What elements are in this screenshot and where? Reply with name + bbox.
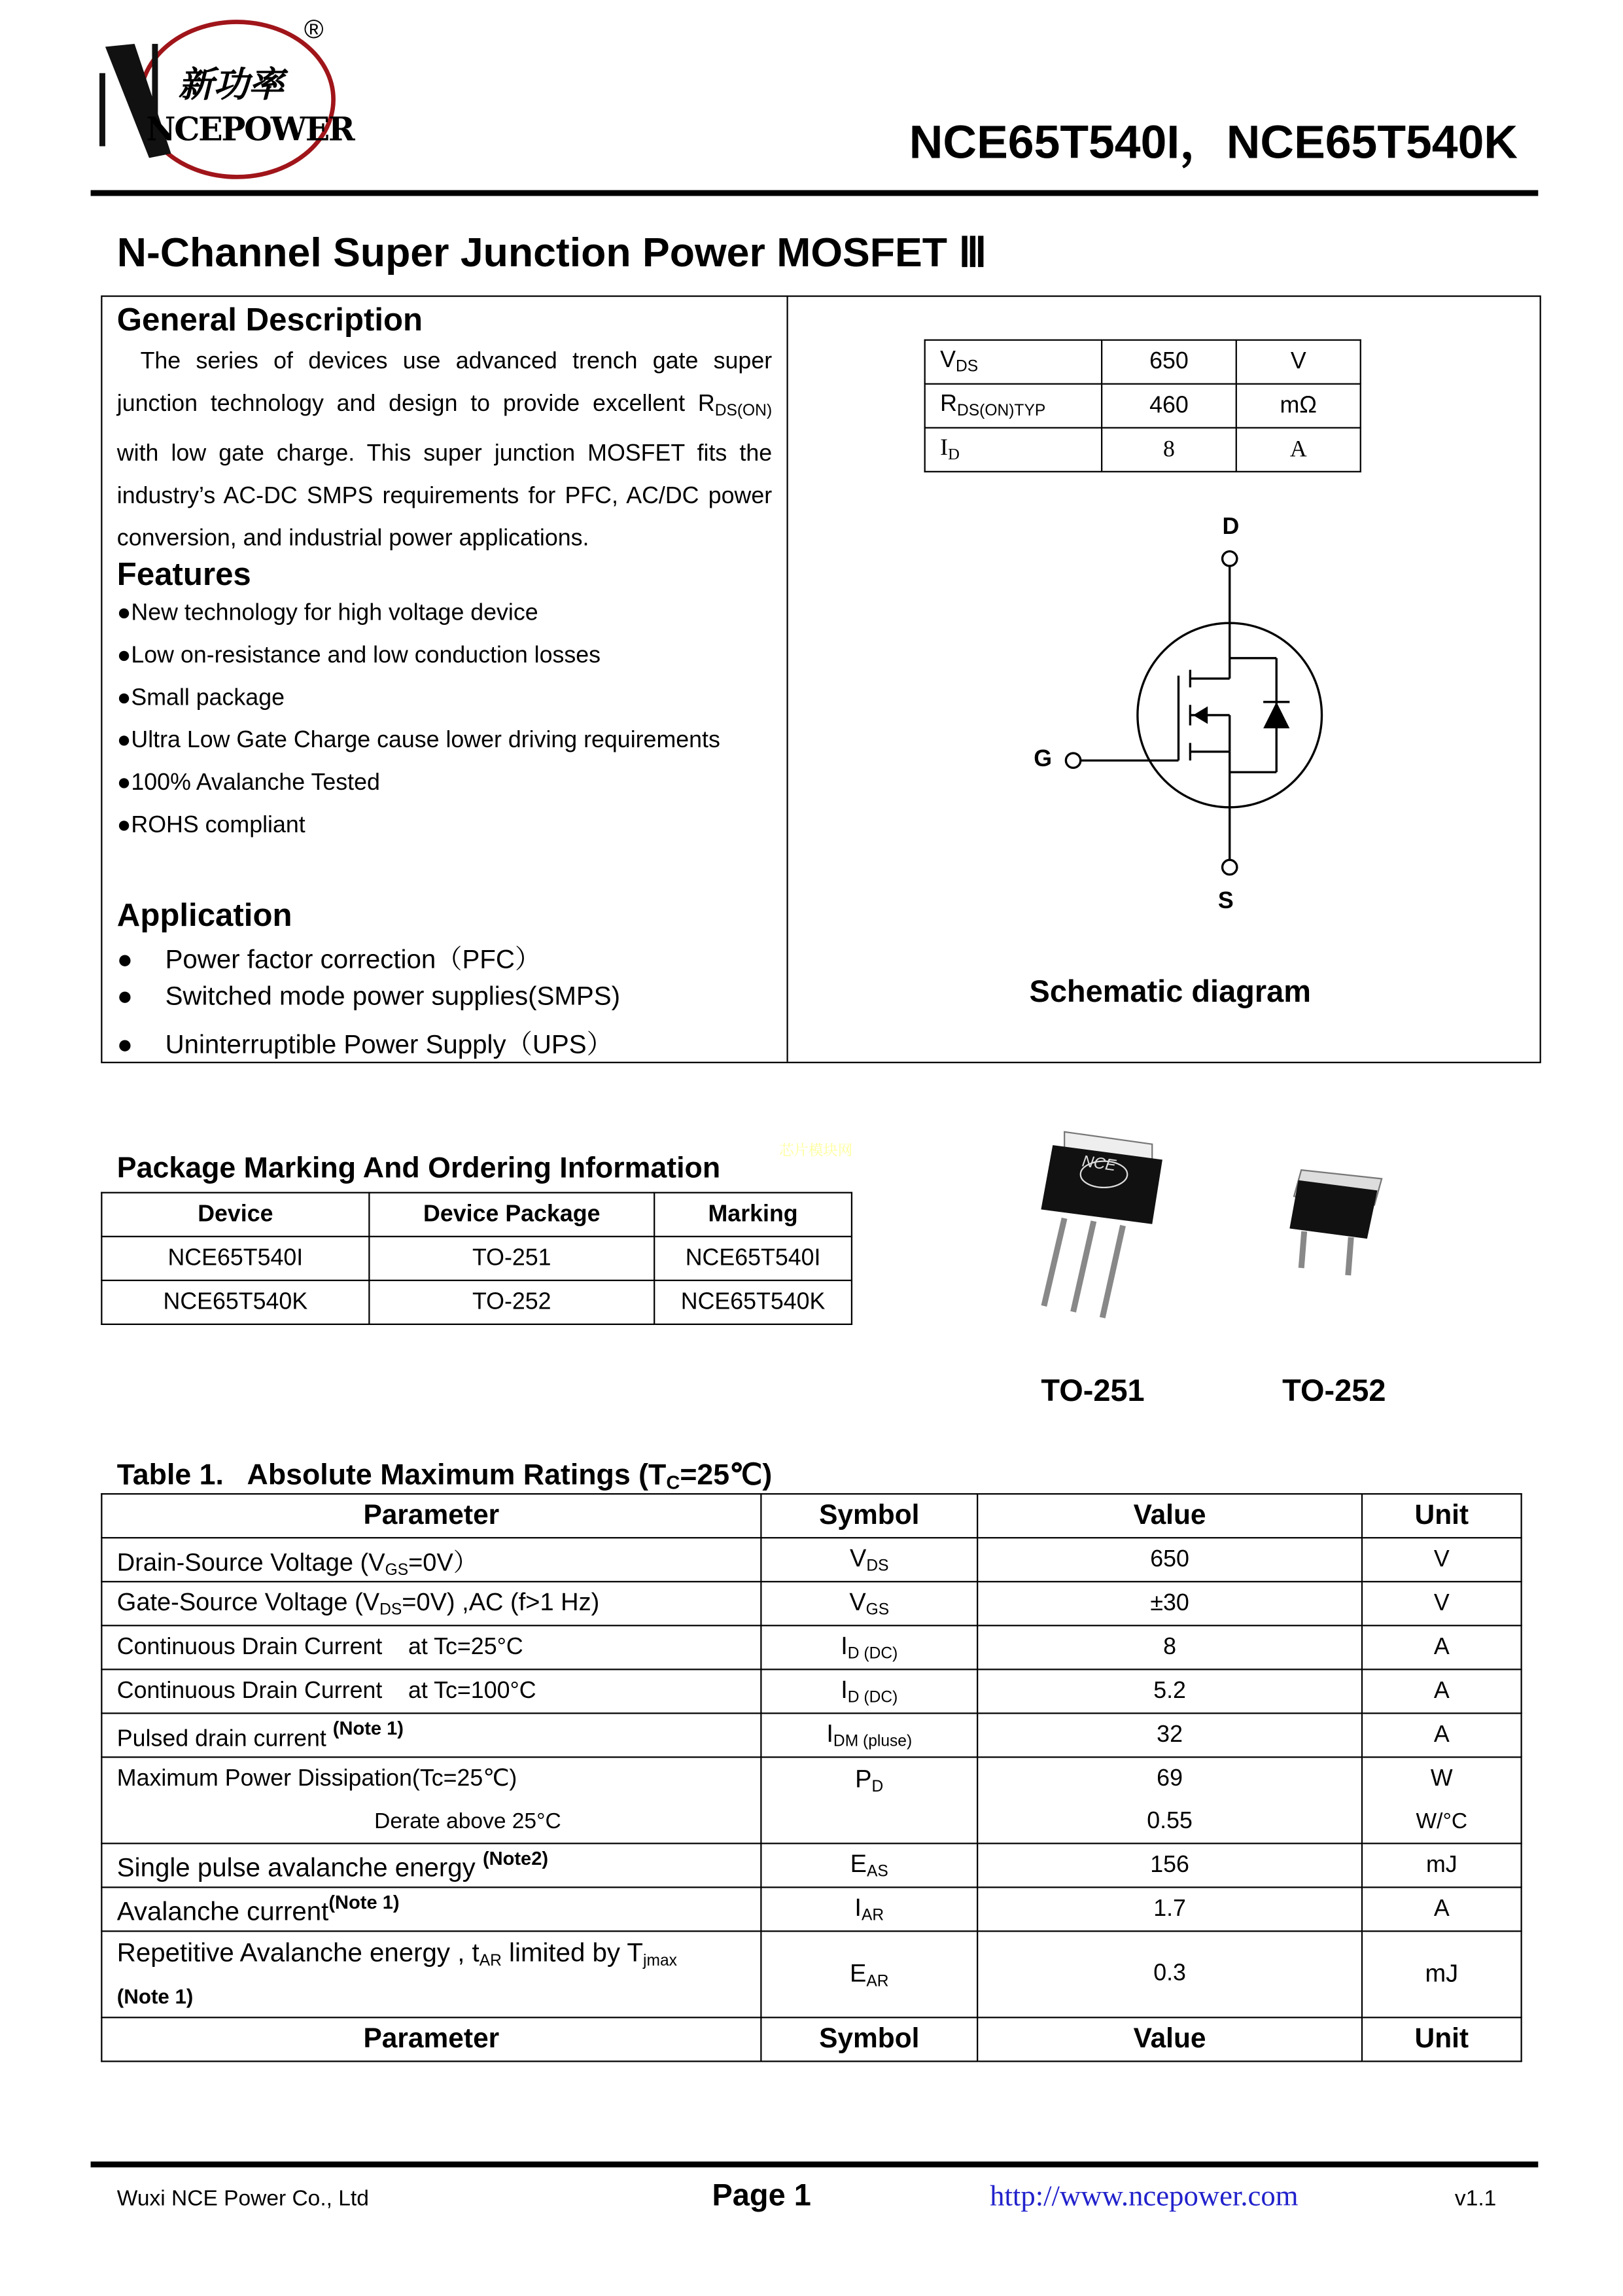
feature-item: ●ROHS compliant <box>116 813 305 838</box>
header-rule <box>91 190 1539 196</box>
to252-label: TO-252 <box>1282 1374 1386 1409</box>
to251-label: TO-251 <box>1041 1374 1145 1409</box>
application-item: Switched mode power supplies(SMPS) <box>165 981 620 1011</box>
table-row: Continuous Drain Current at Tc=100°C $I_{D (DC)}$ 5.2 A <box>101 1669 1521 1713</box>
ordering-table: Device Device Package Marking NCE65T540I TO-251 NCE65T540I NCE65T540K TO-252 NCE65T540K <box>101 1192 852 1325</box>
feature-item: ●100% Avalanche Tested <box>116 770 380 796</box>
part-numbers: NCE65T540I，NCE65T540K <box>909 115 1518 169</box>
page-title: N-Channel Super Junction Power MOSFET Ⅲ <box>116 229 987 275</box>
feature-item: ●Ultra Low Gate Charge cause lower driving requirements <box>116 728 720 754</box>
table-row: Avalanche current$^{(Note 1)}$ $I_{AR}$ 1.7 A <box>101 1887 1521 1931</box>
table-row: NCE65T540I TO-251 NCE65T540I <box>101 1237 852 1280</box>
table-row: Single pulse avalanche energy $^{(Note2)}$ $E_{AS}$ 156 mJ <box>101 1843 1521 1887</box>
table-row: Gate-Source Voltage $(V_{DS}=0V)$ ,AC (f>1 Hz) $V_{GS}$ ±30 V <box>101 1581 1521 1625</box>
features-heading: Features <box>116 556 251 593</box>
table-row: NCE65T540K TO-252 NCE65T540K <box>101 1280 852 1324</box>
logo-text-cn: 新功率 <box>178 65 284 105</box>
table-row: Pulsed drain current $^{(Note 1)}$ $I_{DM (pluse)}$ 32 A <box>101 1713 1521 1757</box>
application-list: ● Power factor correction（PFC） ● Switched mode power supplies(SMPS) ● Uninterruptible Power Supply（UPS） <box>116 944 620 1059</box>
absolute-maximum-ratings-table: Parameter Symbol Value Unit Drain-Source Voltage $(V_{GS}=0V)$ $V_{DS}$ 650 V Gate-Source Voltage $(V_{DS}=0V)$ ,AC (f>1 Hz) $V_{GS}$ ±30 V Continuous Drain Current at Tc=25°C $I_{D (DC)}$ 8 A Continuous Drain Current at Tc=100°C $I_{D (DC)}$ 5.2 A Pulsed drain current $^{(Note 1)}$ $I_{DM (pluse)}$ 32 A Maximum Power Dissipation(Tc=25℃) Derate above 25°C $P_D$ 69 0.55 W W/°C Single pulse avalanche energy $^{(Note2)}$ $E_{AS}$ 156 mJ Avalanche current$^{(Note 1)}$ $I_{AR}$ 1.7 A Repetitive Avalanche energy , $t_{AR}$ limited by $T_{jmax}$ (Note 1) $E_{AR}$ 0.3 mJ Parameter Symbol Value Unit <box>101 1493 1522 2062</box>
footer-rule <box>91 2161 1539 2167</box>
general-heading: General Description <box>116 301 423 338</box>
footer-version: v1.1 <box>1454 2186 1497 2212</box>
table-row: Continuous Drain Current at Tc=25°C $I_{D (DC)}$ 8 A <box>101 1625 1521 1669</box>
gate-label: G <box>1034 747 1053 773</box>
ncepower-logo <box>91 14 354 187</box>
source-label: S <box>1217 889 1234 914</box>
box-divider <box>786 295 788 1061</box>
drain-label: D <box>1222 514 1240 540</box>
application-heading: Application <box>116 896 292 933</box>
table-row: Maximum Power Dissipation(Tc=25℃) Derate above 25°C $P_D$ 69 0.55 W W/°C <box>101 1757 1521 1843</box>
schematic-caption: Schematic diagram <box>1029 975 1311 1010</box>
feature-item: ●New technology for high voltage device <box>116 601 538 626</box>
footer-website-link[interactable]: http://www.ncepower.com <box>990 2180 1299 2213</box>
to252-package-image <box>1287 1158 1389 1282</box>
table-row: Repetitive Avalanche energy , $t_{AR}$ limited by $T_{jmax}$ (Note 1) $E_{AR}$ 0.3 mJ <box>101 1931 1521 2017</box>
table-row: Drain-Source Voltage $(V_{GS}=0V)$ $V_{DS}$ 650 V <box>101 1538 1521 1581</box>
watermark: 芯片模块网 <box>779 1143 853 1160</box>
chip-text: NCE <box>1081 1153 1117 1176</box>
general-description: The series of devices use advanced trench gate super junction technology and design to provide excellent $R_{DS(ON)}$ with low gate charge. This super junction MOSFET fits the industry’s AC-DC SMPS requirements for PFC, AC/DC power conversion, and industrial power applications. <box>116 349 773 552</box>
registered-mark: ® <box>304 14 324 44</box>
mosfet-schematic-symbol <box>1024 541 1346 877</box>
feature-item: ●Small package <box>116 686 285 711</box>
table1-title: Table 1. Absolute Maximum Ratings $(T_C=25℃)$ <box>116 1459 773 1494</box>
application-item: Power factor correction（PFC） <box>165 944 542 974</box>
footer-company: Wuxi NCE Power Co., Ltd <box>116 2186 369 2212</box>
logo-text-en: NCEPOWER <box>146 111 354 149</box>
features-list <box>117 601 720 856</box>
to251-package-image <box>1024 1119 1185 1324</box>
footer-page: Page 1 <box>712 2179 811 2213</box>
application-item: Uninterruptible Power Supply（UPS） <box>165 1029 613 1059</box>
key-specs-table: $V_{DS}$ 650 V $R_{DS(ON)TYP}$ 460 mΩ $I_D$ 8 A <box>924 340 1361 472</box>
ordering-heading: Package Marking And Ordering Information <box>116 1152 721 1185</box>
feature-item: ●Low on-resistance and low conduction losses <box>116 643 601 669</box>
